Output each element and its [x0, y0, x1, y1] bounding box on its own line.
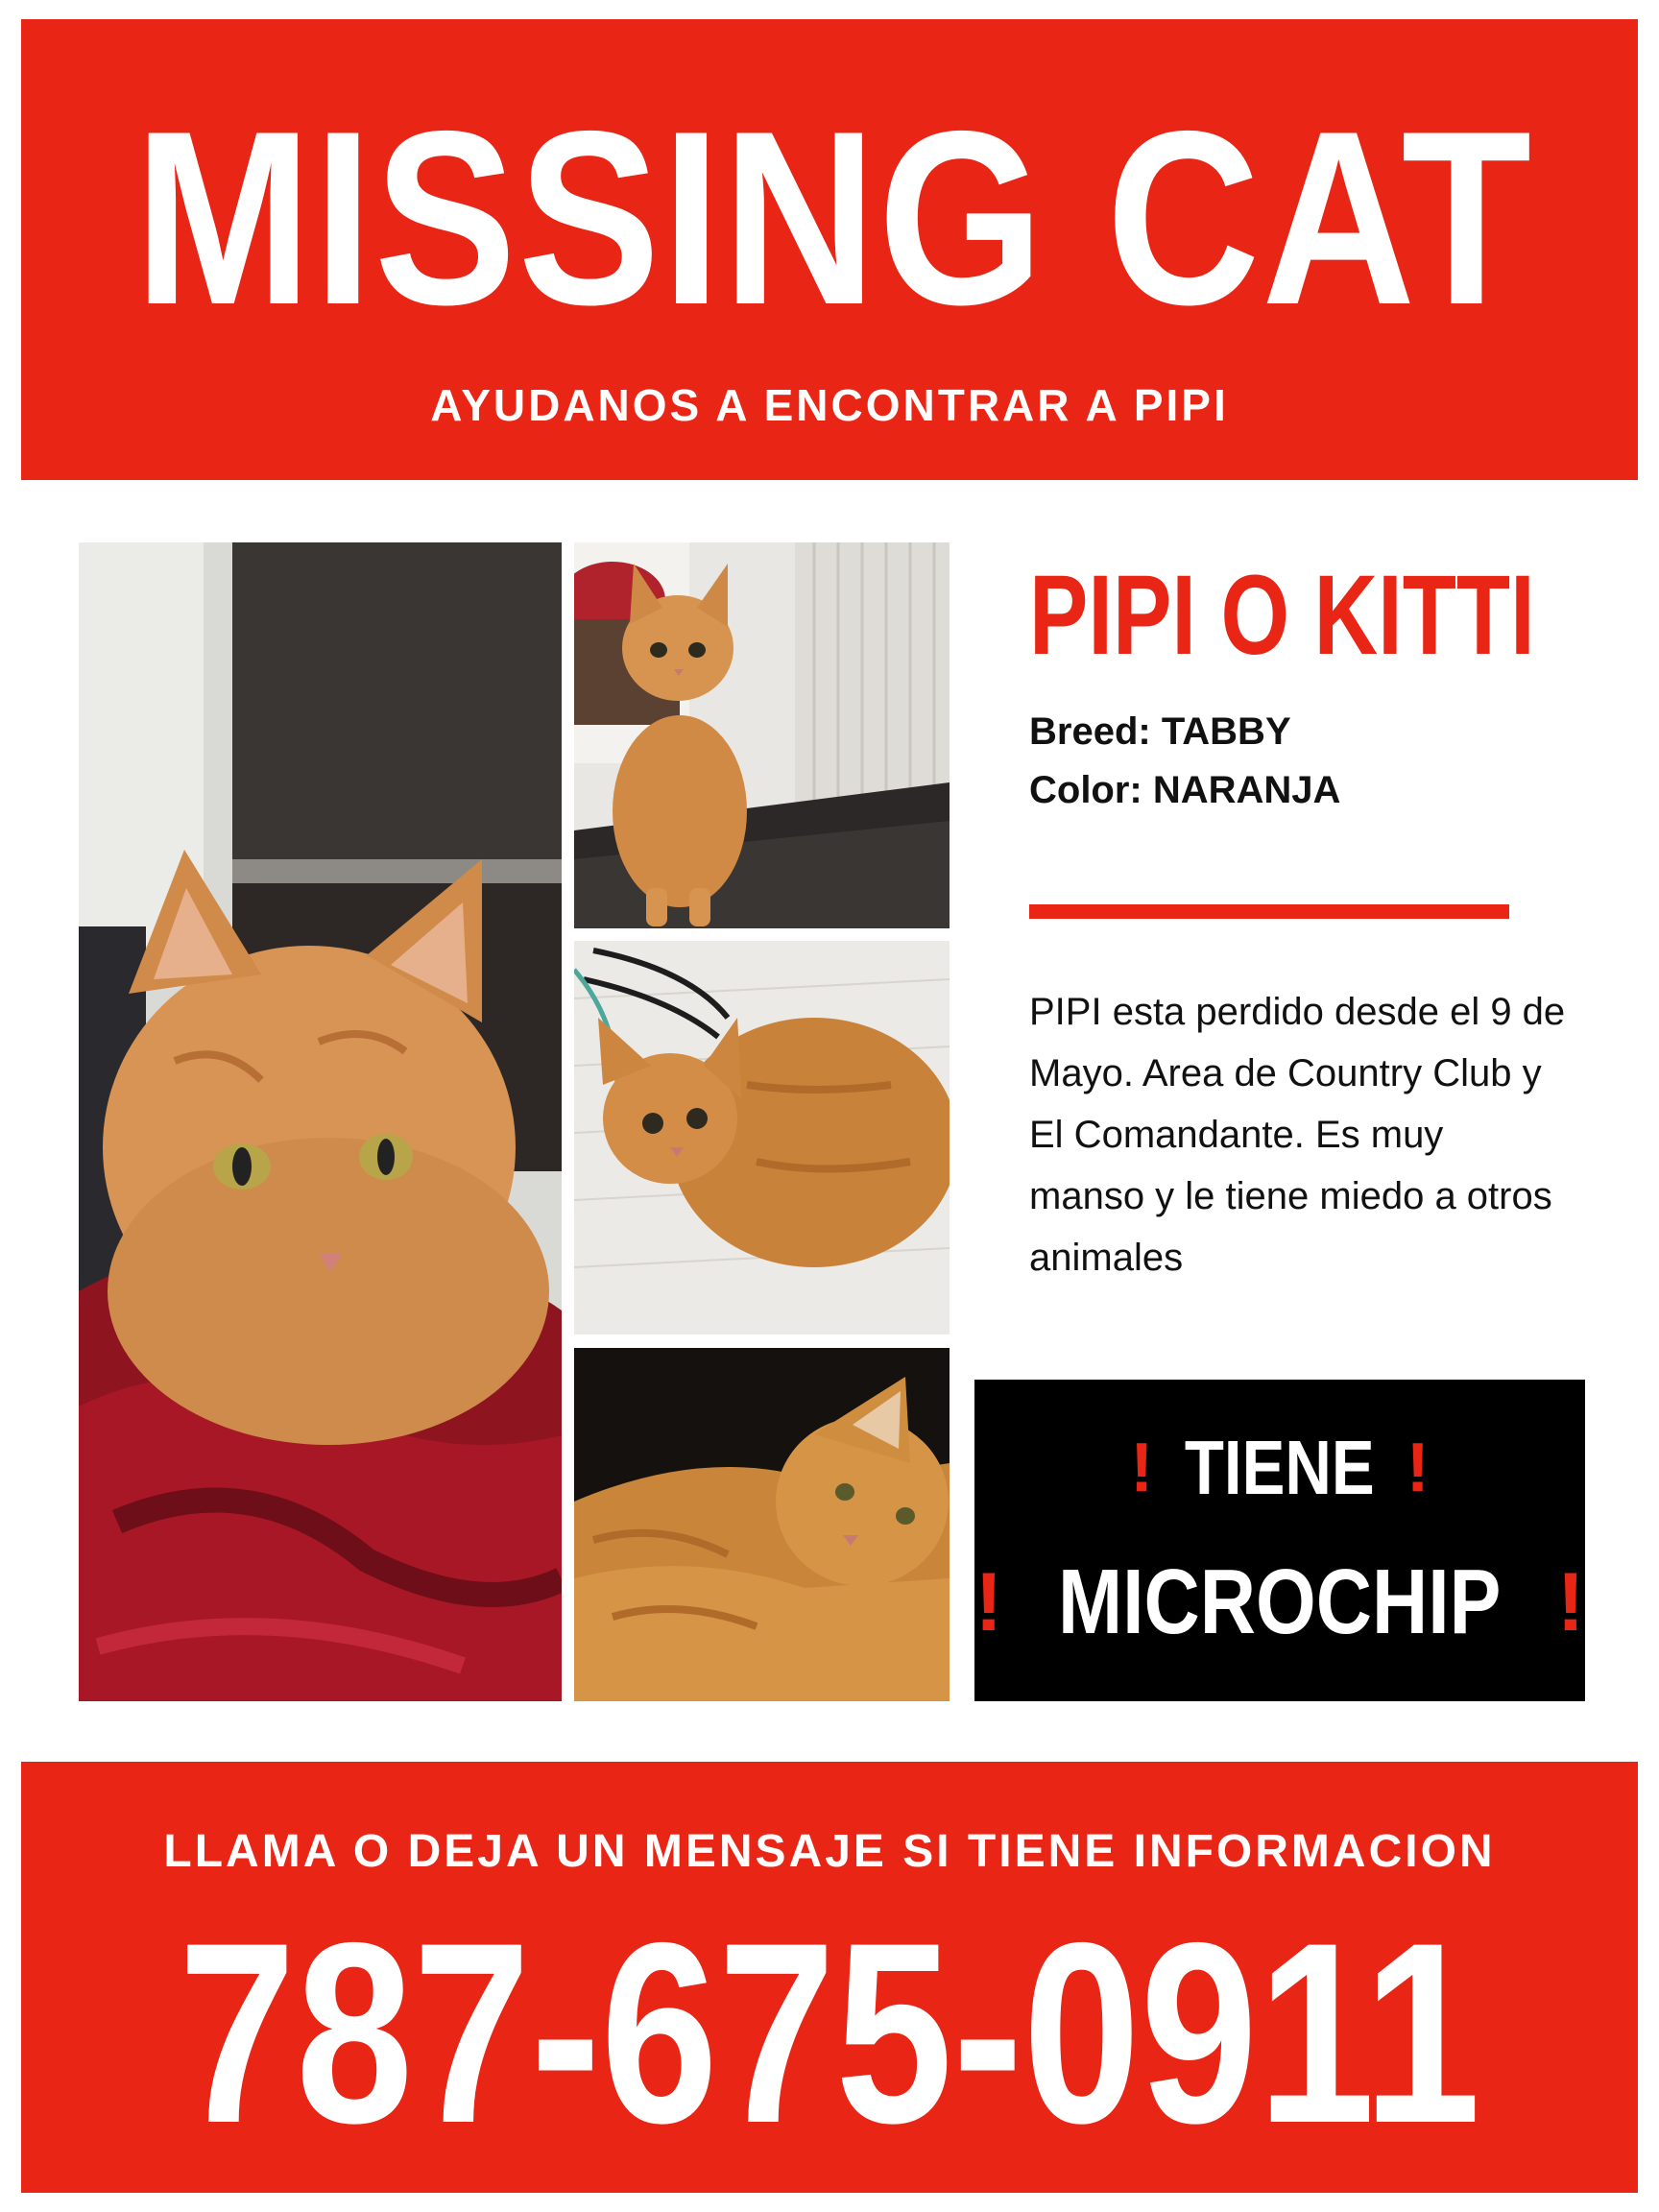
- cat-photo-lying-image: [574, 1348, 950, 1701]
- cat-photo-loaf-image: [574, 941, 950, 1334]
- cat-photo-main-image: [79, 542, 562, 1701]
- color-info: Color: NARANJA: [1029, 769, 1341, 811]
- exclamation-icon: !: [1406, 1430, 1430, 1506]
- header-banner: [21, 19, 1638, 480]
- phone-number: 787-675-0911: [178, 1888, 1481, 2176]
- cat-name-heading: PIPI O KITTI: [1029, 552, 1535, 679]
- cat-photo-main: [79, 542, 562, 1701]
- microchip-text: MICROCHIP: [1058, 1551, 1502, 1653]
- call-to-action: LLAMA O DEJA UN MENSAJE SI TIENE INFORMACION: [163, 1826, 1496, 1877]
- exclamation-icon: !: [1556, 1556, 1585, 1648]
- cat-photo-sitting: [574, 542, 950, 928]
- page-subtitle: AYUDANOS A ENCONTRAR A PIPI: [430, 380, 1229, 430]
- breed-info: Breed: TABBY: [1029, 710, 1291, 753]
- section-divider: [1029, 904, 1509, 919]
- page-title: MISSING CAT: [133, 79, 1533, 356]
- microchip-notice: [974, 1380, 1585, 1701]
- microchip-line-1: [974, 1420, 1585, 1516]
- microchip-tiene-text: TIENE: [1185, 1425, 1375, 1510]
- microchip-line-2: [974, 1545, 1585, 1660]
- cat-photo-sitting-image: [574, 542, 950, 928]
- cat-description: PIPI esta perdido desde el 9 de Mayo. Area de Country Club y El Comandante. Es muy manso y le tiene miedo a otros animales: [1029, 991, 1566, 1279]
- exclamation-icon: !: [1130, 1430, 1154, 1506]
- exclamation-icon: !: [974, 1556, 1003, 1648]
- cat-photo-lying: [574, 1348, 950, 1701]
- cat-photo-loaf: [574, 941, 950, 1334]
- footer-banner: [21, 1762, 1638, 2193]
